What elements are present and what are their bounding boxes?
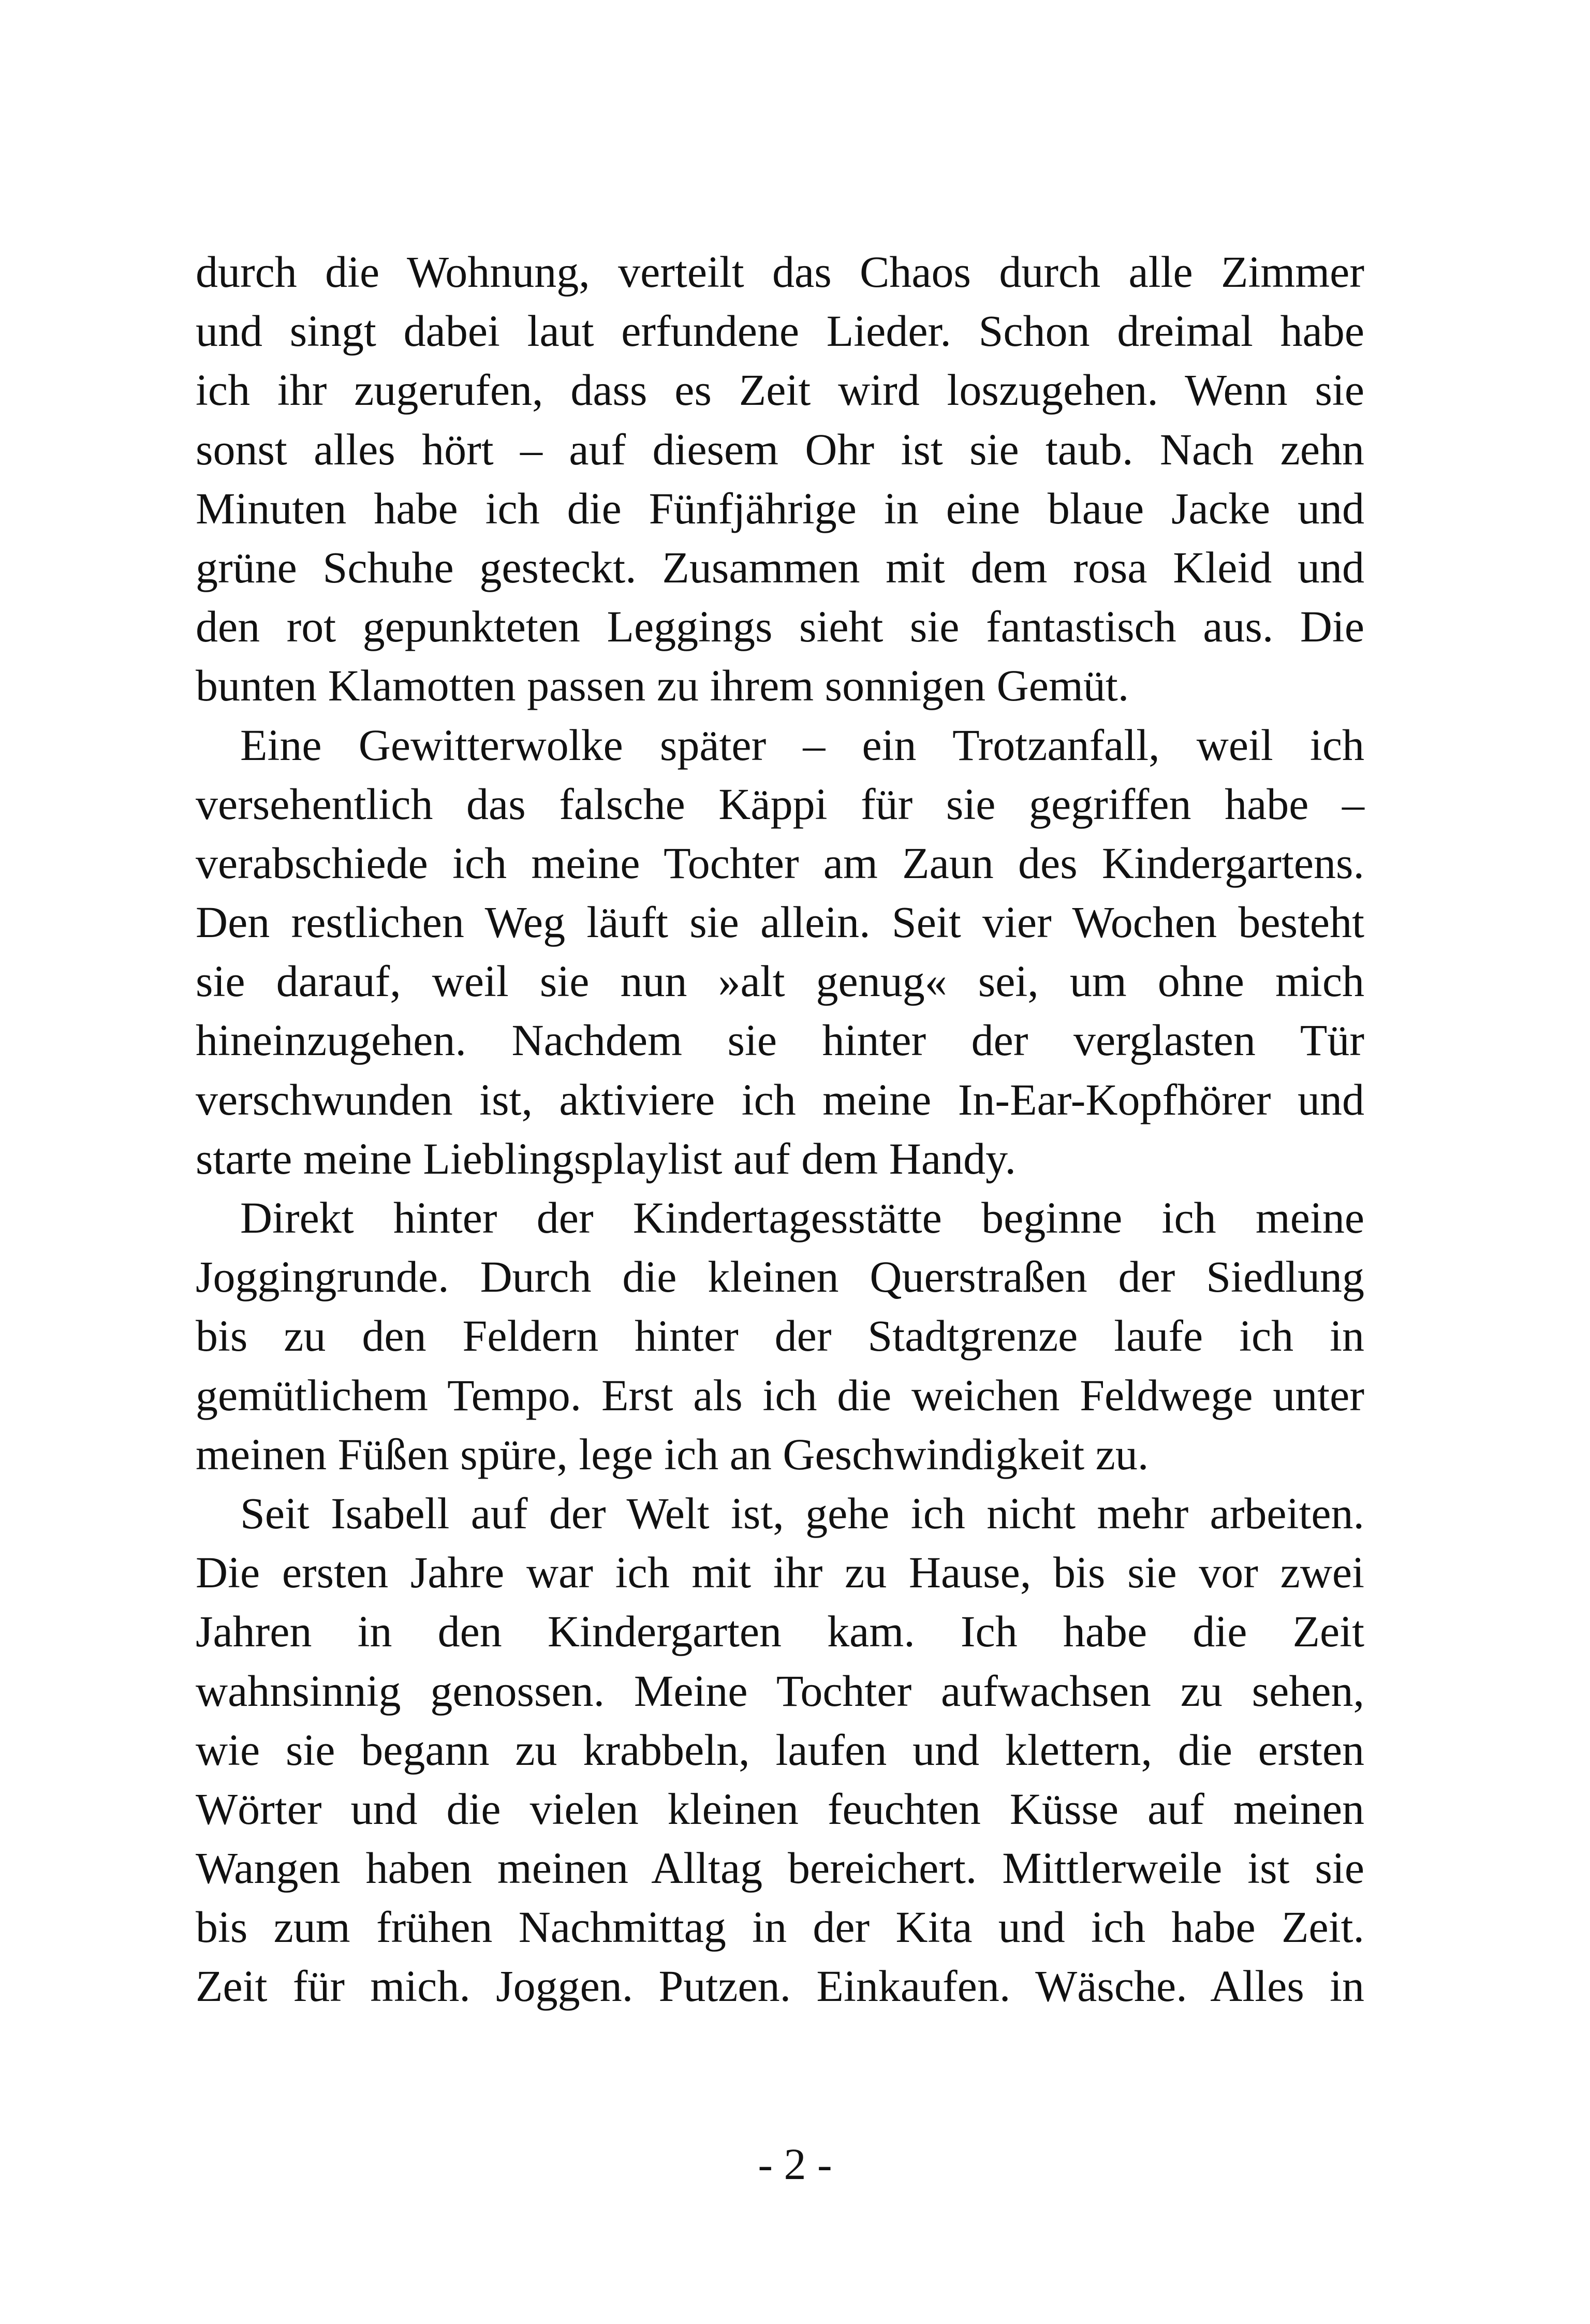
text-line: bis zu den Feldern hinter der Stadtgrenze laufe ich in bbox=[196, 1311, 1364, 1361]
text-line: Joggingrunde. Durch die kleinen Querstraßen der Siedlung bbox=[196, 1252, 1364, 1302]
text-line: Seit Isabell auf der Welt ist, gehe ich nicht mehr arbeiten. bbox=[240, 1488, 1364, 1538]
text-line: durch die Wohnung, verteilt das Chaos durch alle Zimmer bbox=[196, 247, 1364, 297]
text-line: Den restlichen Weg läuft sie allein. Seit vier Wochen besteht bbox=[196, 897, 1364, 947]
text-line: Jahren in den Kindergarten kam. Ich habe die Zeit bbox=[196, 1606, 1364, 1657]
text-line: und singt dabei laut erfundene Lieder. Schon dreimal habe bbox=[196, 306, 1364, 356]
paragraph bbox=[196, 1188, 1364, 1484]
text-line: meinen Füßen spüre, lege ich an Geschwindigkeit zu. bbox=[196, 1429, 1149, 1479]
text-line: Wörter und die vielen kleinen feuchten Küsse auf meinen bbox=[196, 1784, 1364, 1834]
text-line: bis zum frühen Nachmittag in der Kita und ich habe Zeit. bbox=[196, 1902, 1364, 1952]
text-line: hineinzugehen. Nachdem sie hinter der verglasten Tür bbox=[196, 1015, 1364, 1065]
text-line: sonst alles hört – auf diesem Ohr ist sie taub. Nach zehn bbox=[196, 424, 1364, 474]
text-line: grüne Schuhe gesteckt. Zusammen mit dem rosa Kleid und bbox=[196, 542, 1364, 592]
page-number: - 2 - bbox=[758, 2139, 832, 2189]
text-line: Direkt hinter der Kindertagesstätte beginne ich meine bbox=[240, 1193, 1364, 1243]
text-line: bunten Klamotten passen zu ihrem sonnigen Gemüt. bbox=[196, 661, 1129, 711]
paragraph bbox=[196, 1484, 1364, 2016]
text-line: den rot gepunkteten Leggings sieht sie fantastisch aus. Die bbox=[196, 602, 1364, 652]
text-line: wie sie begann zu krabbeln, laufen und klettern, die ersten bbox=[196, 1724, 1364, 1775]
text-line: ich ihr zugerufen, dass es Zeit wird loszugehen. Wenn sie bbox=[196, 365, 1364, 415]
text-line: Die ersten Jahre war ich mit ihr zu Hause, bis sie vor zwei bbox=[196, 1547, 1364, 1598]
paragraph bbox=[196, 242, 1364, 715]
paragraph bbox=[196, 715, 1364, 1189]
text-line: sie darauf, weil sie nun »alt genug« sei, um ohne mich bbox=[196, 956, 1364, 1006]
text-line: Minuten habe ich die Fünfjährige in eine blaue Jacke und bbox=[196, 483, 1364, 533]
text-line: versehentlich das falsche Käppi für sie gegriffen habe – bbox=[196, 779, 1364, 829]
body-text bbox=[196, 242, 1364, 2016]
text-line: gemütlichem Tempo. Erst als ich die weichen Feldwege unter bbox=[196, 1370, 1364, 1420]
text-line: verschwunden ist, aktiviere ich meine In-Ear-Kopfhörer und bbox=[196, 1074, 1364, 1124]
text-line: Wangen haben meinen Alltag bereichert. Mittlerweile ist sie bbox=[196, 1843, 1364, 1893]
text-line: verabschiede ich meine Tochter am Zaun des Kindergartens. bbox=[196, 838, 1364, 888]
text-line: wahnsinnig genossen. Meine Tochter aufwachsen zu sehen, bbox=[196, 1665, 1364, 1716]
text-line: Eine Gewitterwolke später – ein Trotzanfall, weil ich bbox=[240, 720, 1364, 770]
text-line: Zeit für mich. Joggen. Putzen. Einkaufen. Wäsche. Alles in bbox=[196, 1961, 1364, 2011]
text-line: starte meine Lieblingsplaylist auf dem Handy. bbox=[196, 1133, 1016, 1183]
